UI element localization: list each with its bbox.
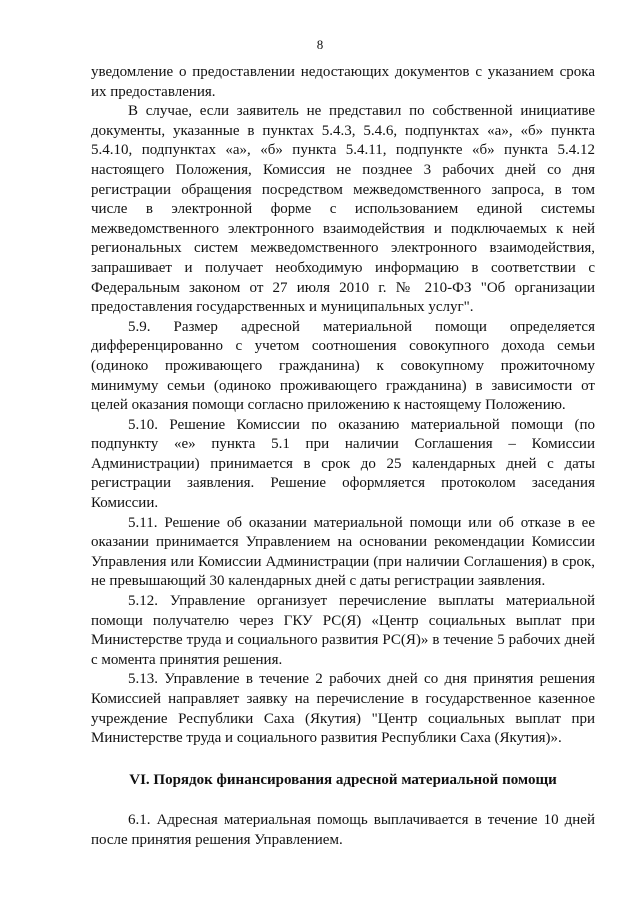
paragraph-case: В случае, если заявитель не представил по собственной инициативе документы, указанные в пунктах 5.4.3, 5.4.6, подпунктах «а», «б» пункта 5.4.10, подпунктах «а», «б» пункта 5.4.11, подпункте «б» пункта 5.4.12 настоящего Положения, Комиссия не позднее 3 рабочих дней со дня регистрации обращения посредством межведомственного запроса, в том числе в электронной форме с использованием единой системы межведомственного электронного взаимодействия и подключаемых к ней региональных систем межведомственного электронного взаимодействия, запрашивает и получает необходимую информацию в соответствии с Федеральным законом от 27 июля 2010 г. № 210-ФЗ "Об организации предоставления государственных и муниципальных услуг". — [91, 103, 595, 316]
paragraph-continuation: уведомление о предоставлении недостающих документов с указанием срока их предоставления. — [91, 64, 595, 100]
paragraph-5-11: 5.11. Решение об оказании материальной помощи или об отказе в ее оказании принимается Управлением на основании рекомендации Комиссии Управления или Комиссии Администрации (при наличии Соглашения) в срок, не превышающий 30 календарных дней с даты регистрации заявления. — [91, 514, 595, 590]
section-spacer-bottom — [91, 790, 595, 811]
paragraph-5-9: 5.9. Размер адресной материальной помощи определяется дифференцированно с учетом соотношения совокупного дохода семьи (одиноко проживающего гражданина) к совокупному прожиточному минимуму семьи (одиноко проживающего гражданина) в зависимости от целей оказания помощи согласно приложению к настоящему Положению. — [91, 318, 595, 414]
section-heading: VI. Порядок финансирования адресной материальной помощи — [129, 771, 557, 788]
paragraph-5-13: 5.13. Управление в течение 2 рабочих дней со дня принятия решения Комиссией направляет заявку на перечисление в государственное казенное учреждение Республики Саха (Якутия) "Центр социальных выплат при Министерстве труда и социального развития Республики Саха (Якутия)». — [91, 671, 595, 747]
paragraph-5-12: 5.12. Управление организует перечисление выплаты материальной помощи получателю через ГКУ РС(Я) «Центр социальных выплат при Министерстве труда и социального развития РС(Я)» в течение 5 рабочих дней с момента принятия решения. — [91, 593, 595, 668]
paragraph-6-1: 6.1. Адресная материальная помощь выплачивается в течение 10 дней после принятия решения Управлением. — [91, 812, 595, 848]
section-spacer-top — [91, 749, 595, 771]
document-body — [91, 63, 595, 851]
paragraph-5-10: 5.10. Решение Комиссии по оказанию материальной помощи (по подпункту «е» пункта 5.1 при наличии Соглашения – Комиссии Администрации) принимается в срок до 25 календарных дней с даты регистрации заявления. Решение оформляется протоколом заседания Комиссии. — [91, 416, 595, 512]
page-number: 8 — [316, 37, 324, 52]
